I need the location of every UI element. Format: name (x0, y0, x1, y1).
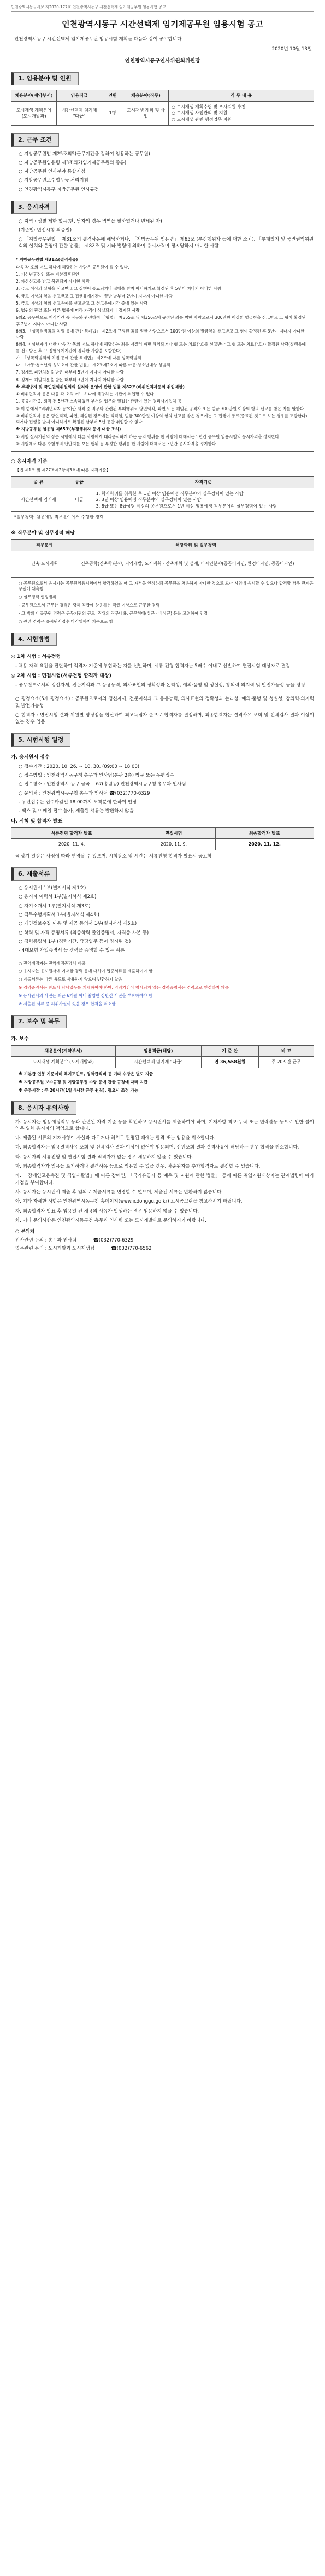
table-header: 비 고 (259, 1045, 314, 1057)
conditions-list (11, 151, 314, 194)
list-item: - 공무원으로서 근무한 경력은 당해 직급에 상응하는 직급 이상으로 근무한 경력 (19, 603, 160, 608)
announce-date: 2020년 10월 13일 (271, 46, 312, 53)
list-item: ○ 접수방법 : 인천광역시동구청 총무과 인사팀(본관 2층) 방문 또는 우편접수 (19, 773, 174, 779)
list-item: ○ 전역예정자는 전역예정증명서 제출 (19, 960, 86, 966)
list-item: ○ 관련 경력은 응시원서접수 마감일까지 기준으로 함 (19, 619, 113, 624)
list-item: ○ 지방공무원임용령 제3조의2(임기제공무원의 종류) (19, 160, 127, 166)
notice-item: 나. 제출된 서류의 기재사항이 사실과 다르거나 허위로 판명된 때에는 합격 또는 임용을 취소합니다. (15, 1135, 216, 1141)
box-line: ② 이 법에서 "비위면직자 등"이란 재직 중 직무와 관련된 부패행위로 당연퇴직, 파면 또는 해임된 공직자 또는 벌금 300만원 이상의 형의 선고를 받은 자를 말한다. (16, 406, 305, 411)
table-header: 임용직급 (57, 90, 102, 102)
table-header: 채용분야(직무) (123, 90, 168, 102)
eval-elements: ○ 평정요소(5개 평정요소) : 공무원으로서의 정신자세, 전문지식과 그 응용능력, 의사표현의 정확성과 논리성, 예의·품행 및 성실성, 창의력·의지력 및 발전가능성 (15, 696, 314, 709)
notice-item: 차. 기타 문의사항은 인천광역시동구청 총무과 인사팀 또는 도시개발과로 문의하시기 바랍니다. (15, 1217, 206, 1223)
table-cell: 주 20시간 근무 (259, 1057, 314, 1068)
table-cell: 시간선택제 임기제 "다급" (57, 101, 102, 125)
contact-row (15, 1245, 314, 1252)
table-header: 최종합격자 발표 (215, 827, 314, 839)
doc-top-header: 인천광역시동구시보 제2020-177호 인천광역시동구 시간선택제 임기제공무원 임용시험 공고 (11, 4, 314, 12)
box-line: ① 시험 실시기관의 장은 시험에서 다른 사람에게 대리응시하게 하는 등의 행위를 한 사람에 대해서는 5년간 공무원 임용시험의 응시자격을 정지한다. (16, 434, 281, 439)
box-line: 3. 금고 이상의 실형을 선고받고 그 집행이 종료되거나 집행을 받지 아니하기로 확정된 후 5년이 지나지 아니한 사람 (16, 286, 222, 292)
table-header: 채용분야(계약부서) (11, 90, 57, 102)
box-title: * 지방공무원법 제31조(결격사유) (16, 257, 78, 263)
table-cell: 2020. 11. 4. (11, 839, 132, 850)
list-item: ※ 응시원서의 사진은 최근 6개월 이내 촬영한 상반신 사진을 부착하여야 함 (19, 993, 152, 999)
notice-item: 가. 응시자는 임용예정직무 등과 관련된 자격 기준 등을 확인하고 응시원서를 제출하여야 하며, 기재사항 착오·누락 또는 연락불능 등으로 인한 불이익은 일체 응시자의 책임으로 합니다. (15, 1119, 314, 1132)
section-salary (11, 1015, 314, 1094)
notice-item: 다. 최종합격자는 임용결격사유 조회 및 신체검사 결과 이상이 없어야 임용되며, 신원조회 결과 결격사유에 해당하는 경우 합격을 취소합니다. (15, 1145, 299, 1151)
table-header: 직 무 내 용 (169, 90, 314, 102)
issuing-org: 인천광역시동구인사위원회위원장 (125, 57, 200, 64)
second-exam-title: ◎ 2차 시험 : 면접시험(서류전형 합격자 대상) (11, 673, 111, 679)
box-line: 1. 공공기관 2. 퇴직 전 5년간 소속하였던 부서의 업무와 밀접한 관련이 있는 영리사기업체 등 (16, 399, 182, 404)
table-cell: 시간선택제 임기제 (11, 488, 66, 512)
box-line: 다음 각 호의 어느 하나에 해당하는 사람은 공무원이 될 수 없다. (16, 264, 129, 270)
box-line: 6의3. 「성폭력범죄의 처벌 등에 관한 특례법」 제2조에 규정된 죄를 범한 사람으로서 100만원 이상의 벌금형을 선고받고 그 형이 확정된 후 3년이 지나지 아니한 사람 (16, 328, 305, 340)
salary-table (11, 1045, 314, 1068)
table-note: *실무경력: 임용예정 직무분야에서 수행한 경력 (11, 512, 314, 523)
box-line: 1. 피성년후견인 또는 피한정후견인 (16, 271, 79, 277)
first-exam-title: ◎ 1차 시험 : 서류전형 (11, 654, 61, 660)
section-conditions (11, 133, 314, 194)
list-item: ○ 자기소개서 1부(별지서식 제3호) (19, 903, 91, 909)
table-cell: 1명 (102, 101, 123, 125)
box-line: 2. 파산선고를 받고 복권되지 아니한 사람 (16, 279, 90, 284)
application-title: 가. 응시원서 접수 (11, 754, 50, 760)
notice-item: 라. 응시자의 서류전형 및 면접시험 결과 적격자가 없는 경우 채용하지 않을 수 있습니다. (15, 1154, 193, 1160)
section-title: 4. 시험방법 (11, 633, 57, 646)
exam-schedule-title: 나. 시험 및 합격자 발표 (11, 818, 63, 824)
table-cell: 연 36,558천원 (201, 1057, 258, 1068)
documents-notes (11, 961, 314, 1007)
page-title: 인천광역시동구 시간선택제 임기제공무원 임용시험 공고 (62, 19, 263, 30)
box-line: ※ 지방공무원 임용령 제65조(부정행위자 등에 대한 조치) (16, 427, 121, 432)
list-item: - 4대보험 가입증명서 등 경력을 증명할 수 있는 서류 (19, 948, 125, 954)
criteria-subheading: 【법 제1조 및 제27조제2항제3호에 따른 자격기준】 (15, 468, 110, 473)
criteria-item: 2. 3년 이상 임용예정 직무분야의 실무경력이 있는 사람 (96, 497, 202, 503)
table-header: 직무분야 (11, 539, 78, 551)
section-title: 1. 임용분야 및 인원 (11, 72, 79, 85)
table-header: 등급 (66, 476, 93, 488)
criteria-heading: ○ 응시자격 기준 (11, 459, 48, 465)
list-item: ○ 지방공무원 인사분야 통합지침 (19, 169, 86, 175)
table-cell: 다급 (66, 488, 93, 512)
section-eligibility (11, 201, 314, 625)
section-exam-method (11, 633, 314, 726)
section-recruitment (11, 72, 314, 125)
contact-phone: ☎(032)770-6562 (111, 1245, 152, 1251)
salary-notes (11, 1071, 314, 1094)
criteria-item: 1. 학사학위를 취득한 후 1년 이상 임용예정 직무분야의 실무경력이 있는 사람 (96, 491, 244, 496)
box-line: ① 비위면직자 등은 다음 각 호의 어느 하나에 해당하는 기관에 취업할 수 없다. (16, 392, 156, 397)
list-item: ○ 응시원서 1부(별지서식 제1호) (19, 885, 86, 891)
pass-rule: ○ 합격자 : 면접시험 결과 위원별 평정점을 합산하여 최고득점자 순으로 합격자를 결정하며, 최종합격자는 결격사유 조회 및 신체검사 결과 이상이 없는 경우 임용 (15, 713, 314, 725)
list-item: ○ 직무수행계획서 1부(별지서식 제4호) (19, 912, 99, 918)
box-line: 8. 징계로 해임처분을 받은 때부터 3년이 지나지 아니한 사람 (16, 377, 124, 382)
section-documents (11, 867, 314, 1007)
table-cell: 건축·도시계획 (11, 551, 78, 577)
notice-item: 자. 최종합격자 발표 후 임용일 전 채용의 사유가 발생하는 경우 임용하지 않을 수 있습니다. (15, 1208, 199, 1214)
field-notes (11, 581, 314, 625)
list-item: ○ 인천광역시동구 지방공무원 인사규정 (19, 187, 99, 193)
table-header: 임용직급(해당) (115, 1045, 201, 1057)
box-line: ② 시험에서 다른 수험생의 답안지를 보는 행위 등 부정한 행위를 한 사람에 대해서는 3년간 응시자격을 정지한다. (16, 441, 217, 446)
section-title: 3. 응시자격 (11, 201, 57, 214)
section-notices (11, 1101, 314, 1252)
box-line: 나. 「아동·청소년의 성보호에 관한 법률」 제2조제2호에 따른 아동·청소년대상 성범죄 (16, 363, 170, 368)
section-title: 8. 응시자 유의사항 (11, 1101, 76, 1115)
table-header: 채용분야(계약부서) (11, 1045, 116, 1057)
table-cell: 2020. 11. 9. (132, 839, 215, 850)
table-cell: ○ 도시재생 계획수립 및 조사지원 추진 ○ 도시재생 사업관리 및 지원 ○ 도시재생 관련 행정업무 지원 (169, 101, 314, 125)
table-cell (93, 488, 314, 512)
list-item: ○ 응시자 이력서 1부(별지서식 제2호) (19, 894, 97, 900)
section-title: 5. 시험시행 일정 (11, 733, 70, 747)
table-cell: 2020. 11. 12. (215, 839, 314, 850)
list-item: ○ 실무경력 인정범위 (19, 595, 57, 600)
contact-title: ○ 문의처 (15, 1229, 35, 1235)
list-item: ○ 「지방공무원법」 제31조의 결격사유에 해당하거나, 「지방공무원 임용령」 제65조 (부정행위자 등에 대한 조치), 「부패방지 및 국민권익위원회의 설치와 운영에 관한 법률」 제82조 및 기타 법령에 의하여 응시자격이 정지당하지 아니한 사람 (19, 236, 314, 249)
table-header: 해당학위 및 실무경력 (78, 539, 314, 551)
criteria-table (11, 476, 314, 523)
salary-subtitle: 가. 보수 (11, 1036, 29, 1042)
field-heading: ※ 직무분야 및 실무경력 해당 (11, 530, 75, 536)
table-cell: 도시재생 계획 및 사업 (123, 101, 168, 125)
table-cell: 도시재생 계획분야 (도시개발과) (11, 1057, 116, 1068)
list-item: - 팩스 및 이메일 접수 불가, 제출된 서류는 반환하지 않음 (19, 808, 134, 814)
box-line: 5. 금고 이상의 형의 선고유예를 선고받고 그 선고유예기간 중에 있는 사람 (16, 300, 148, 306)
box-line: 가. 「성폭력범죄의 처벌 등에 관한 특례법」 제2조에 따른 성폭력범죄 (16, 355, 141, 360)
section-title: 2. 근무 조건 (11, 133, 59, 147)
notice-item: 사. 응시자는 응시원서 제출 후 임의로 제출서류를 변경할 수 없으며, 제출된 서류는 반환하지 않습니다. (15, 1190, 223, 1196)
list-item: ○ 접수기간 : 2020. 10. 26. ~ 10. 30. (09:00 ~ 18:00) (19, 764, 140, 770)
eligibility-list (11, 218, 314, 249)
schedule-note: ※ 상기 일정은 사정에 따라 변경될 수 있으며, 시험장소 및 시간은 서류전형 합격자 발표시 공고함 (15, 853, 212, 859)
box-line: 4. 금고 이상의 형을 선고받고 그 집행유예기간이 끝난 날부터 2년이 지나지 아니한 사람 (16, 293, 173, 299)
table-header: 서류전형 합격자 발표 (11, 827, 132, 839)
section-title: 7. 보수 및 복무 (11, 1015, 67, 1028)
list-item: - 그 밖의 비공무원 경력은 근무기관의 규모, 직위의 직무내용, 근무형태(상근 · 비상근) 등을 고려하여 인정 (19, 611, 208, 616)
section-schedule (11, 733, 314, 860)
field-table (11, 539, 314, 578)
list-item: ○ 개인정보수집 이용 및 제공 동의서 1부(별지서식 제5호) (19, 921, 137, 927)
list-item: ○ 공무원으로서 응시자는 공무원임용시험에서 합격하였을 때 그 자격을 인정하되 공무원을 채용하지 아니한 것으로 보아 시험에 응시할 수 있으나 합격할 경우 관계공무원에 위촉함. (19, 580, 314, 592)
documents-list (11, 885, 314, 954)
list-item: - 우편접수는 접수마감일 18:00까지 도착분에 한하여 인정 (19, 799, 137, 805)
table-header: 기 준 안 (201, 1045, 258, 1057)
table-header: 자격기준 (93, 476, 314, 488)
disqualification-box (11, 253, 314, 452)
box-line: 7. 징계로 파면처분을 받은 때부터 5년이 지나지 아니한 사람 (16, 370, 124, 375)
box-line: 6의4. 미성년자에 대한 다음 각 목의 어느 하나에 해당하는 죄를 저질러 파면·해임되거나 형 또는 치료감호를 선고받아 그 형 또는 치료감호가 확정된 사람(집행유예를 선고받은 후 그 집행유예기간이 경과한 사람을 포함한다) (16, 342, 306, 353)
list-item: ※ 기본급 연봉 기준이며 복지포인트, 정액급식비 등 기타 수당은 별도 지급 (19, 1071, 153, 1076)
schedule-table (11, 827, 314, 850)
list-item: ○ 지방공무원법 제25조의5(근무기간을 정하여 임용하는 공무원) (19, 151, 150, 157)
box-line: ※ 부패방지 및 국민권익위원회의 설치와 운영에 관한 법률 제82조(비위면직자등의 취업제한) (16, 384, 185, 389)
table-cell: 건축공학(건축학)분야, 지역개발, 도시계획 · 간축계획 및 설계, 디자인분야(공공디자인, 환경디자인, 공공디자인) (78, 551, 314, 577)
second-exam-text: - 공무원으로서의 정신자세, 전문지식과 그 응용능력, 의사표현의 정확성과 논리성, 예의·품행 및 성실성, 창의력·의지력 및 발전가능성 등을 평정 (15, 683, 305, 689)
box-line: 6. 법원의 판결 또는 다른 법률에 따라 자격이 상실되거나 정지된 사람 (16, 308, 140, 313)
list-item: ○ 제출서류는 다른 용도로 사용하지 않으며 반환하지 않음 (19, 977, 122, 982)
table-cell: 시간선택제 임기제 "다급" (115, 1057, 201, 1068)
table-header: 면접시험 (132, 827, 215, 839)
list-item: ○ 응시자는 응시원서에 기재한 경력 등에 대하여 입증서류를 제출하여야 함 (19, 969, 153, 974)
notice-item: 마. 최종합격자가 임용을 포기하거나 결격사유 등으로 임용할 수 없을 경우, 차순위자를 추가합격자로 결정할 수 있습니다. (15, 1164, 261, 1170)
section-title: 6. 제출서류 (11, 867, 57, 881)
contact-block (11, 1228, 314, 1252)
criteria-item: 3. 8급 또는 8급상당 이상의 공무원으로서 1년 이상 임용예정 직무분야의 실무경력이 있는 사람 (96, 503, 277, 509)
application-list (11, 764, 314, 815)
list-item: (기준일: 면접시험 최종일) (19, 228, 72, 234)
notice-item: 아. 기타 자세한 사항은 인천광역시동구청 홈페이지(www.icdonggu.go.kr) 고시공고란을 참고하시기 바랍니다. (15, 1199, 243, 1205)
list-item: ○ 지방공무원보수업무등 처리지침 (19, 178, 88, 184)
table-cell: 도시재생 계획분야 (도시개발과) (11, 101, 57, 125)
box-line: 6의2. 공무원으로 재직기간 중 직무와 관련하여 「형법」 제355조 및 제356조에 규정된 죄를 범한 사람으로서 300만원 이상의 벌금형을 선고받고 그 형이 확정된 후 2년이 지나지 아니한 사람 (16, 315, 306, 327)
contact-row (15, 1237, 314, 1244)
first-exam-text: - 채용 자격 요건을 판단하여 적격자 기준에 부합하는 자를 선발하며, 서류 전형 합격자는 5배수 이내로 선발하여 면접시험 대상자로 결정 (15, 663, 291, 669)
list-item: ○ 접수장소 : 인천광역시 동구 금곡로 67(송림동) 인천광역시동구청 총무과 인사팀 (19, 782, 186, 788)
list-item: ○ 지역 · 성별 제한 없음(단, 남자의 경우 병역을 필하였거나 면제된 자) (19, 219, 162, 225)
contact-label: 업무관련 문의 : 도시개발과 도시재생팀 (15, 1245, 95, 1251)
list-item: ※ 지방공무원 보수규정 및 지방공무원 수당 등에 관한 규정에 따라 지급 (19, 1079, 148, 1085)
list-item: ※ 경력증명서는 반드시 담당업무를 기재하여야 하며, 경력기간이 명시되지 않은 경력증명서는 경력으로 인정하지 않음 (19, 985, 229, 990)
table-header: 종 류 (11, 476, 66, 488)
box-line: ③ 비위면직자 등은 당연퇴직, 파면, 해임된 경우에는 퇴직일, 벌금 300만원 이상의 형의 선고를 받은 경우에는 그 집행이 종료(종료된 것으로 보는 경우를 포함한다)되거나 집행을 받지 아니하기로 확정된 날부터 5년 동안 취업할 수 없다. (16, 413, 308, 425)
list-item: ※ 근무시간 : 주 20시간(1일 4시간 근무 원칙), 필요시 조정 가능 (19, 1087, 139, 1093)
notice-item: 바. 「장애인고용촉진 및 직업재활법」에 따른 장애인, 「국가유공자 등 예우 및 지원에 관한 법률」 등에 따른 취업지원대상자는 관계법령에 따라 가점을 부여합니다. (15, 1173, 314, 1186)
contact-label: 인사관련 문의 : 총무과 인사팀 (15, 1237, 77, 1243)
table-header: 인원 (102, 90, 123, 102)
list-item: ○ 문의처 : 인천광역시동구청 총무과 인사팀 ☎(032)770-6329 (19, 790, 150, 796)
contact-phone: ☎(032)770-6329 (93, 1237, 134, 1243)
recruitment-table (11, 90, 314, 125)
list-item: ○ 경력증명서 1부 (경력기간, 담당업무 등이 명시된 것) (19, 939, 131, 945)
list-item: ○ 학력 및 자격 증명서류 (최종학력 졸업증명서, 자격증 사본 등) (19, 930, 149, 936)
list-item: ※ 제출된 서류 중 허위사실이 있을 경우 합격을 취소함 (19, 1001, 116, 1006)
intro-text: 인천광역시동구 시간선택제 임기제공무원 임용시험 계획을 다음과 같이 공고합니다. (14, 36, 184, 42)
